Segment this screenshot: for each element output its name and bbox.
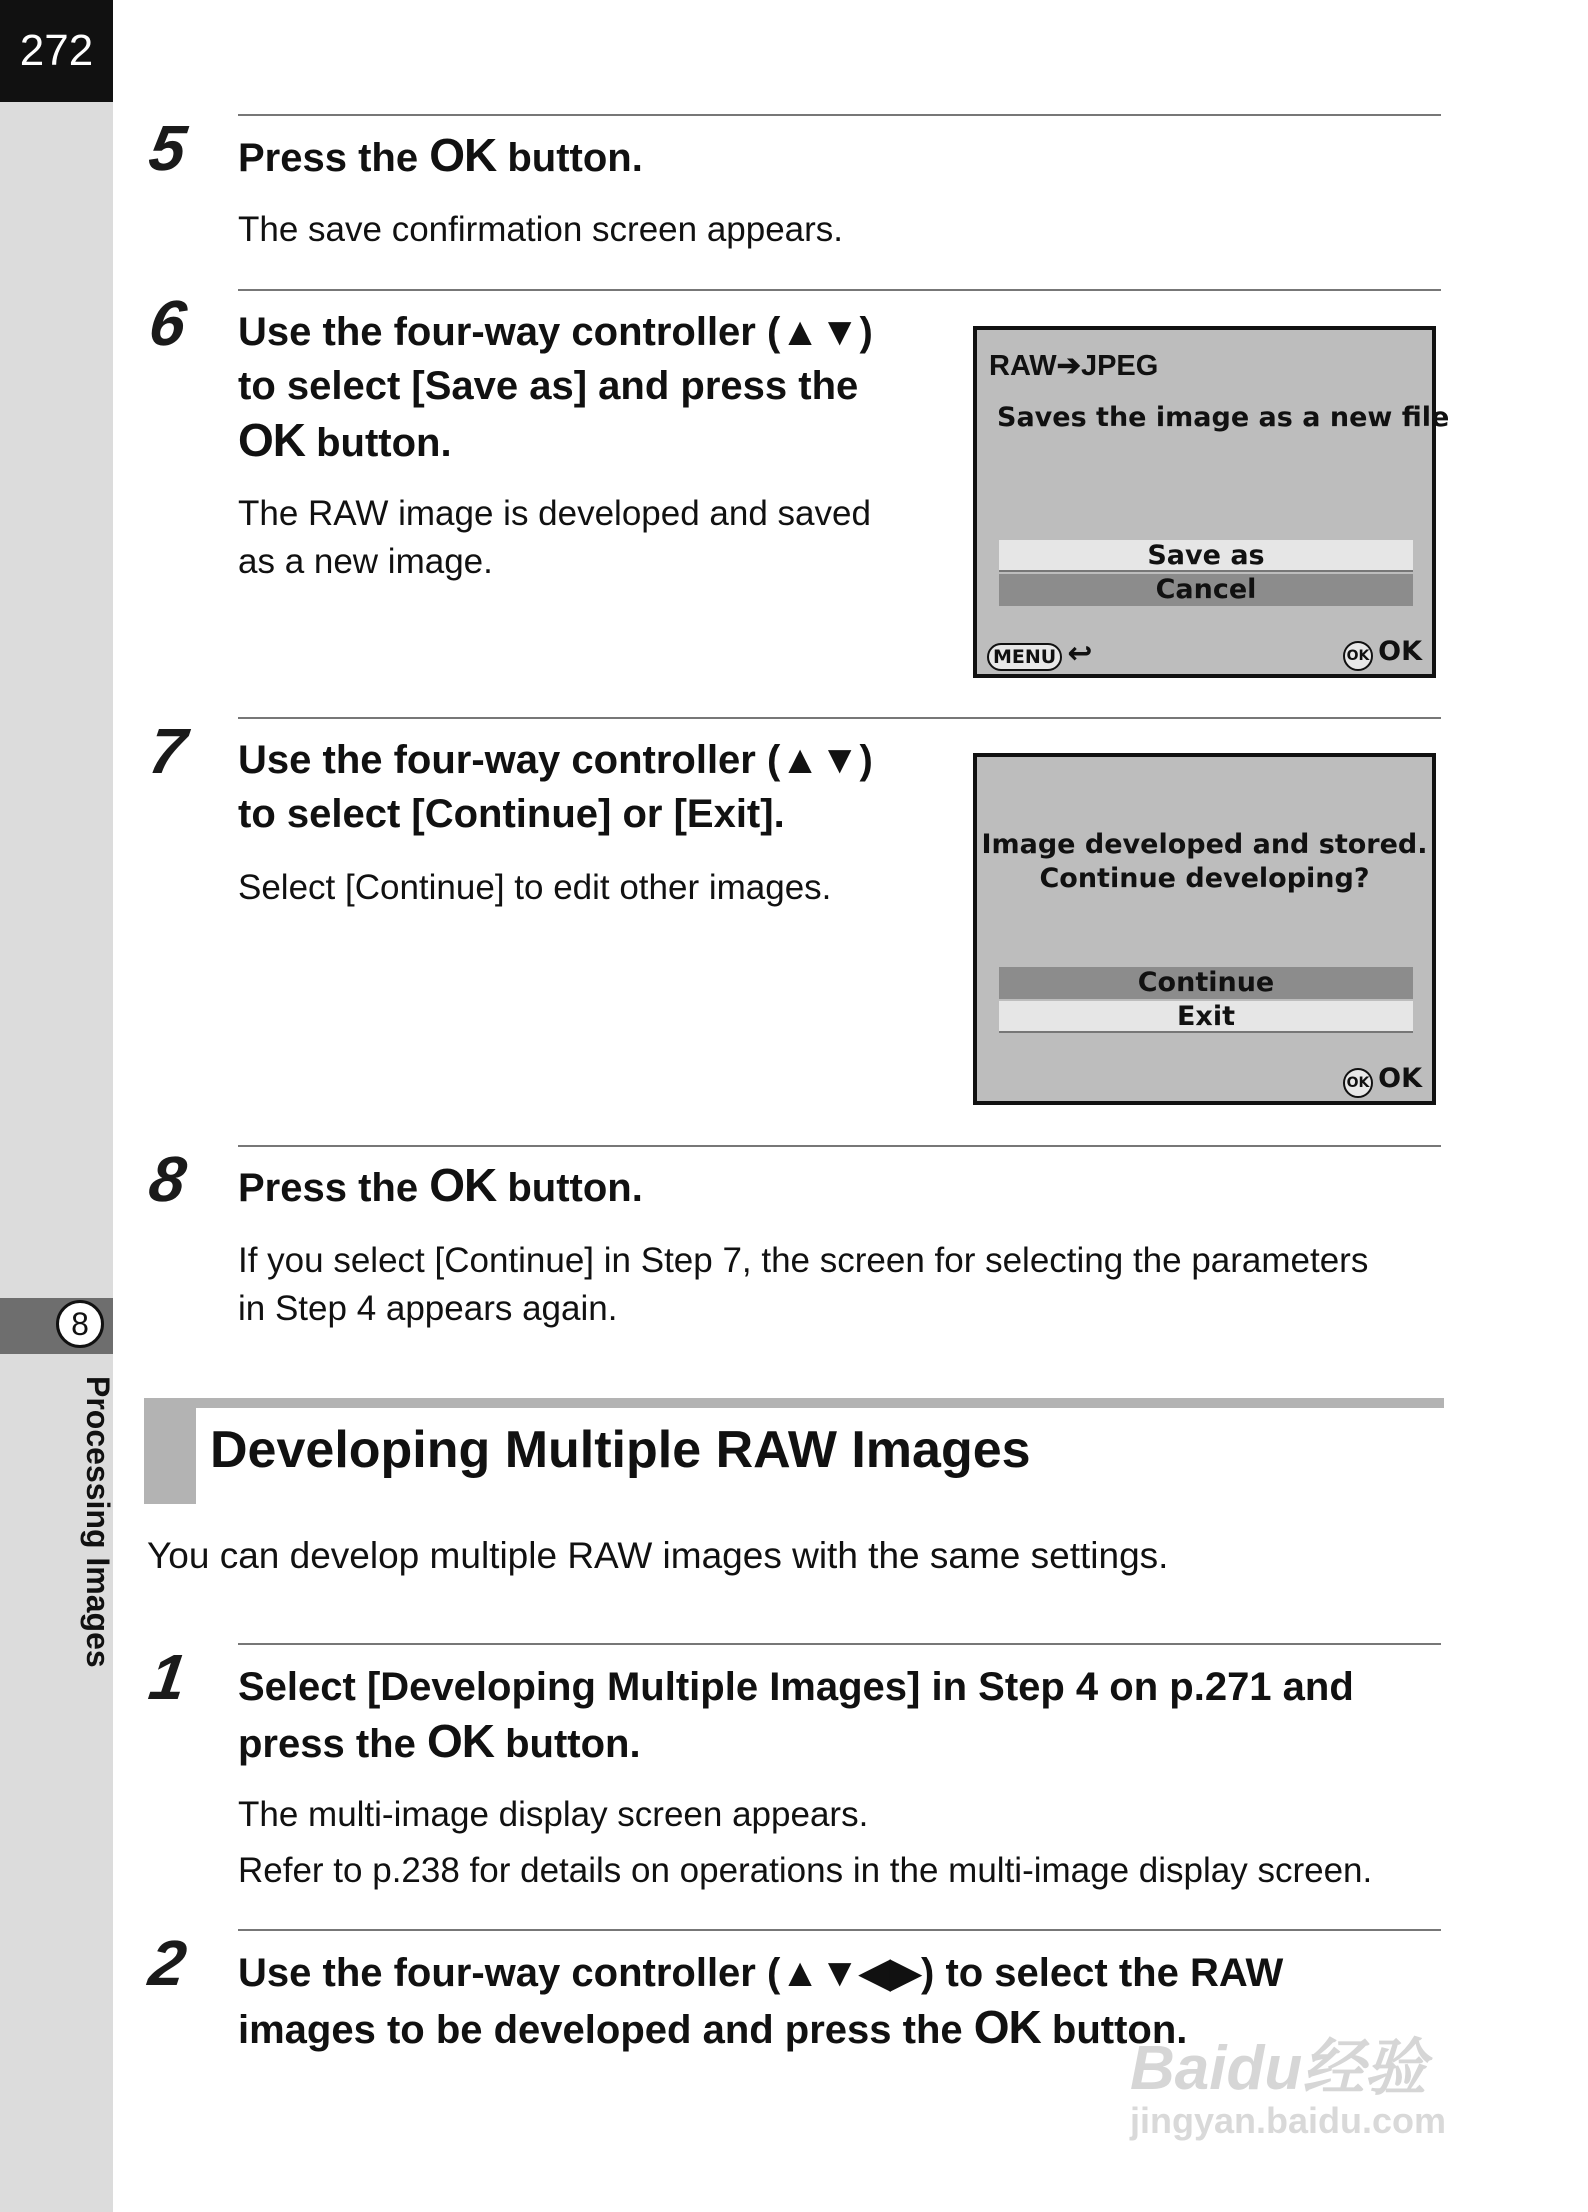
step-title-text: Press the: [238, 1166, 430, 1210]
step-body-line: The RAW image is developed and saved: [238, 494, 871, 533]
divider: [238, 114, 1441, 116]
step-number: 7: [144, 715, 191, 787]
ok-control[interactable]: [1343, 1063, 1422, 1098]
screen-header: RAW➔JPEG: [989, 350, 1159, 382]
step-title-text: button.: [496, 136, 643, 180]
step-title-line: [238, 413, 452, 470]
screen-message-line: Image developed and stored.: [981, 829, 1428, 860]
step-title-text: Press the: [238, 136, 430, 180]
step-body-line: in Step 4 appears again.: [238, 1289, 618, 1328]
ok-label: OK: [1378, 1063, 1422, 1094]
camera-screen-save: [973, 326, 1450, 678]
step-title-text: press the: [238, 1722, 427, 1766]
option-save-as[interactable]: Save as: [999, 540, 1413, 572]
section-intro: You can develop multiple RAW images with the same settings.: [147, 1535, 1169, 1576]
menu-button-icon: MENU: [987, 643, 1062, 671]
step-body-line: as a new image.: [238, 542, 493, 581]
ok-button-glyph: OK: [429, 1159, 497, 1211]
step-title: [238, 128, 643, 185]
watermark-url: jingyan.baidu.com: [1130, 2100, 1447, 2141]
ok-button-glyph: OK: [973, 2001, 1041, 2053]
step-title-line: Use the four-way controller (▲▼◀▶) to select the RAW: [238, 1951, 1284, 1995]
option-cancel[interactable]: Cancel: [999, 574, 1413, 606]
camera-screen-continue: [973, 753, 1436, 1105]
ok-button-glyph: OK: [238, 414, 305, 466]
step-body: The save confirmation screen appears.: [238, 210, 844, 249]
step-title-line: to select [Save as] and press the: [238, 364, 859, 408]
option-continue[interactable]: Continue: [999, 967, 1413, 999]
step-number: 5: [144, 112, 191, 184]
ok-circle-icon: OK: [1343, 1068, 1373, 1098]
step-title-line: Use the four-way controller (▲▼): [238, 738, 873, 782]
divider: [238, 289, 1441, 291]
step-title-line: [238, 1714, 641, 1771]
back-arrow-icon: ↩: [1067, 636, 1093, 671]
step-title-text: button.: [493, 1722, 641, 1766]
screen-message-line: Continue developing?: [1039, 863, 1370, 894]
step-title-line: [238, 2000, 1187, 2057]
chapter-number: 8: [56, 1300, 104, 1348]
step-body: Select [Continue] to edit other images.: [238, 868, 832, 907]
step-body-line: The multi-image display screen appears.: [238, 1795, 869, 1834]
ok-label: OK: [1378, 636, 1422, 667]
step-number: 6: [144, 287, 191, 359]
page-number: 272: [0, 0, 113, 102]
step-number: 1: [144, 1641, 191, 1713]
option-exit[interactable]: Exit: [999, 1001, 1413, 1033]
step-body-line: Refer to p.238 for details on operations in the multi-image display screen.: [238, 1851, 1373, 1890]
step-title-text: button.: [305, 421, 452, 465]
ok-control[interactable]: [1343, 636, 1422, 671]
ok-circle-icon: OK: [1343, 641, 1373, 671]
watermark-logo: Baidu经验: [1130, 2034, 1427, 2103]
divider: [238, 1145, 1441, 1147]
section-title: Developing Multiple RAW Images: [210, 1421, 1031, 1479]
step-number: 8: [144, 1143, 191, 1215]
step-number: 2: [144, 1927, 191, 1999]
divider: [238, 1643, 1441, 1645]
divider: [238, 717, 1441, 719]
menu-back-control[interactable]: [987, 636, 1092, 671]
ok-button-glyph: OK: [429, 129, 497, 181]
step-title-line: Use the four-way controller (▲▼): [238, 310, 873, 354]
section-bar-block: [144, 1398, 196, 1504]
step-title-line: Select [Developing Multiple Images] in Step 4 on p.271 and: [238, 1665, 1354, 1709]
section-bar-line: [144, 1398, 1444, 1408]
ok-button-glyph: OK: [426, 1715, 494, 1767]
step-title-line: to select [Continue] or [Exit].: [238, 792, 785, 836]
divider: [238, 1929, 1441, 1931]
chapter-label: Processing Images: [80, 1376, 116, 1668]
sidebar: [0, 0, 113, 2212]
step-title-text: button.: [1040, 2008, 1188, 2052]
step-title: [238, 1158, 643, 1215]
step-title-text: images to be developed and press the: [238, 2008, 974, 2052]
step-title-text: button.: [496, 1166, 643, 1210]
step-body-line: If you select [Continue] in Step 7, the screen for selecting the parameters: [238, 1241, 1369, 1280]
screen-message: Saves the image as a new file: [997, 402, 1450, 433]
